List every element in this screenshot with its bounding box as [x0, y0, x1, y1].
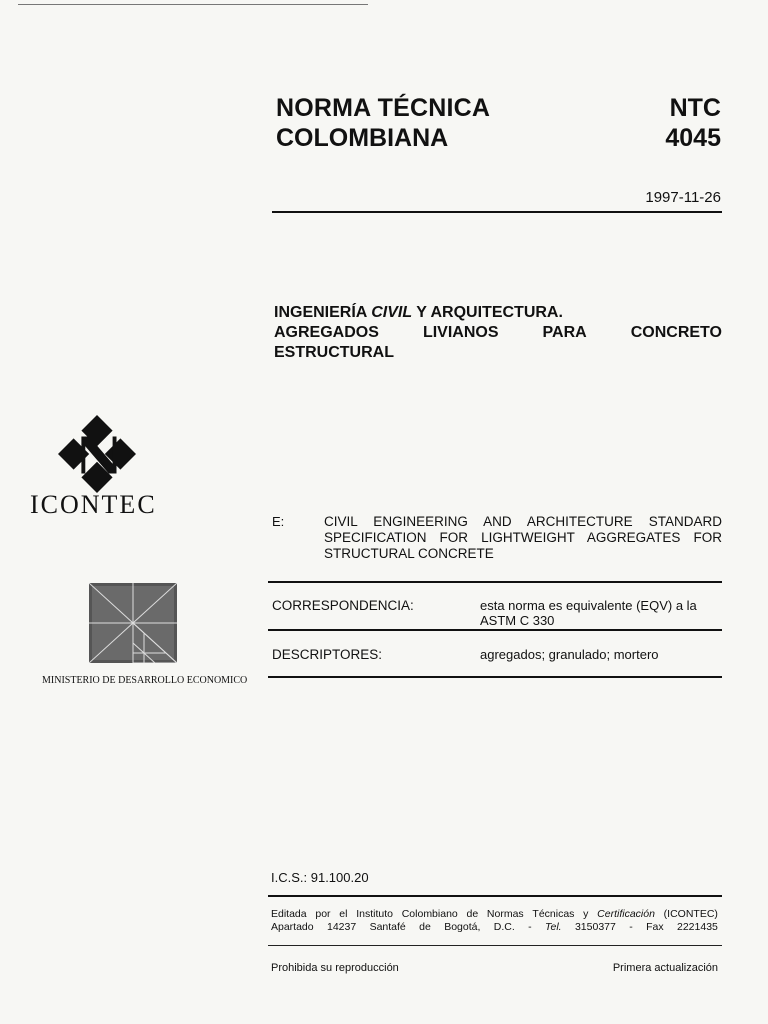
- publisher-line1: [271, 908, 718, 921]
- icontec-wordmark: ICONTEC: [30, 490, 157, 519]
- correspondence-label: CORRESPONDENCIA:: [272, 598, 414, 613]
- subject-text: INGENIERÍA: [274, 304, 372, 321]
- publisher-word: Apartado: [271, 921, 314, 933]
- publisher-word: Editada: [271, 908, 307, 920]
- document-title-line2: COLOMBIANA: [276, 124, 449, 152]
- subject-word: PARA: [542, 324, 587, 341]
- publisher-word: el: [339, 908, 348, 920]
- publisher-word: 14237: [327, 921, 357, 933]
- publisher-word: por: [315, 908, 331, 920]
- publisher-word: -: [629, 921, 633, 933]
- subject-word: CONCRETO: [630, 324, 722, 341]
- english-title: CIVIL ENGINEERING AND ARCHITECTURE STANDARD SPECIFICATION FOR LIGHTWEIGHT AGGREGATES FOR STRUCTURAL CONCRETE: [324, 514, 722, 561]
- publisher-word: Instituto: [356, 908, 393, 920]
- publisher-info: [271, 908, 718, 934]
- publisher-word: Fax: [646, 921, 664, 933]
- divider: [272, 211, 722, 213]
- publisher-line2: [271, 921, 718, 934]
- divider: [268, 676, 722, 678]
- publisher-word: -: [528, 921, 532, 933]
- correspondence-value-line1: esta norma es equivalente (EQV) a la: [480, 598, 697, 613]
- publisher-word: Santafé: [369, 921, 406, 933]
- ministry-name: MINISTERIO DE DESARROLLO ECONOMICO: [42, 675, 248, 686]
- english-title-tag: E:: [272, 514, 285, 529]
- divider: [268, 629, 722, 631]
- publisher-word: Bogotá,: [444, 921, 481, 933]
- icontec-logo-icon: [58, 415, 136, 493]
- standard-code-number: 4045: [665, 124, 721, 152]
- subject-line2: [274, 323, 722, 343]
- publisher-word: Certificación: [597, 908, 655, 920]
- publisher-word: Colombiano: [401, 908, 458, 920]
- publisher-word: de: [419, 921, 431, 933]
- publisher-word: D.C.: [493, 921, 515, 933]
- subject-word: AGREGADOS: [274, 324, 379, 341]
- document-title-line1: NORMA TÉCNICA: [276, 94, 491, 122]
- divider: [268, 945, 722, 946]
- publisher-word: de: [466, 908, 479, 920]
- publisher-word: 3150377: [574, 921, 616, 933]
- publisher-word: Normas: [486, 908, 524, 920]
- publisher-word: Técnicas: [532, 908, 575, 920]
- publisher-word: Tel.: [545, 921, 562, 933]
- divider: [268, 895, 722, 897]
- subject-title: [274, 303, 722, 363]
- copyright-notice: Prohibida su reproducción: [271, 962, 399, 974]
- standard-code-prefix: NTC: [669, 94, 721, 122]
- divider: [268, 581, 722, 583]
- publication-date: 1997-11-26: [645, 189, 721, 206]
- publisher-word: (ICONTEC): [663, 908, 718, 920]
- subject-line1: [274, 303, 722, 323]
- publisher-word: y: [583, 908, 589, 920]
- publisher-word: 2221435: [677, 921, 718, 933]
- top-scan-rule: [18, 4, 368, 5]
- correspondence-value: [480, 598, 724, 628]
- subject-word: LIVIANOS: [422, 324, 499, 341]
- ics-code: I.C.S.: 91.100.20: [271, 870, 369, 885]
- correspondence-value-line2: ASTM C 330: [480, 613, 555, 628]
- descriptors-value: agregados; granulado; mortero: [480, 647, 659, 662]
- subject-text: Y ARQUITECTURA.: [412, 304, 563, 321]
- subject-line3: ESTRUCTURAL: [274, 344, 394, 361]
- edition-note: Primera actualización: [612, 962, 718, 974]
- ministry-emblem-icon: [89, 583, 177, 663]
- descriptors-label: DESCRIPTORES:: [272, 647, 383, 662]
- subject-text-italic: CIVIL: [371, 304, 413, 321]
